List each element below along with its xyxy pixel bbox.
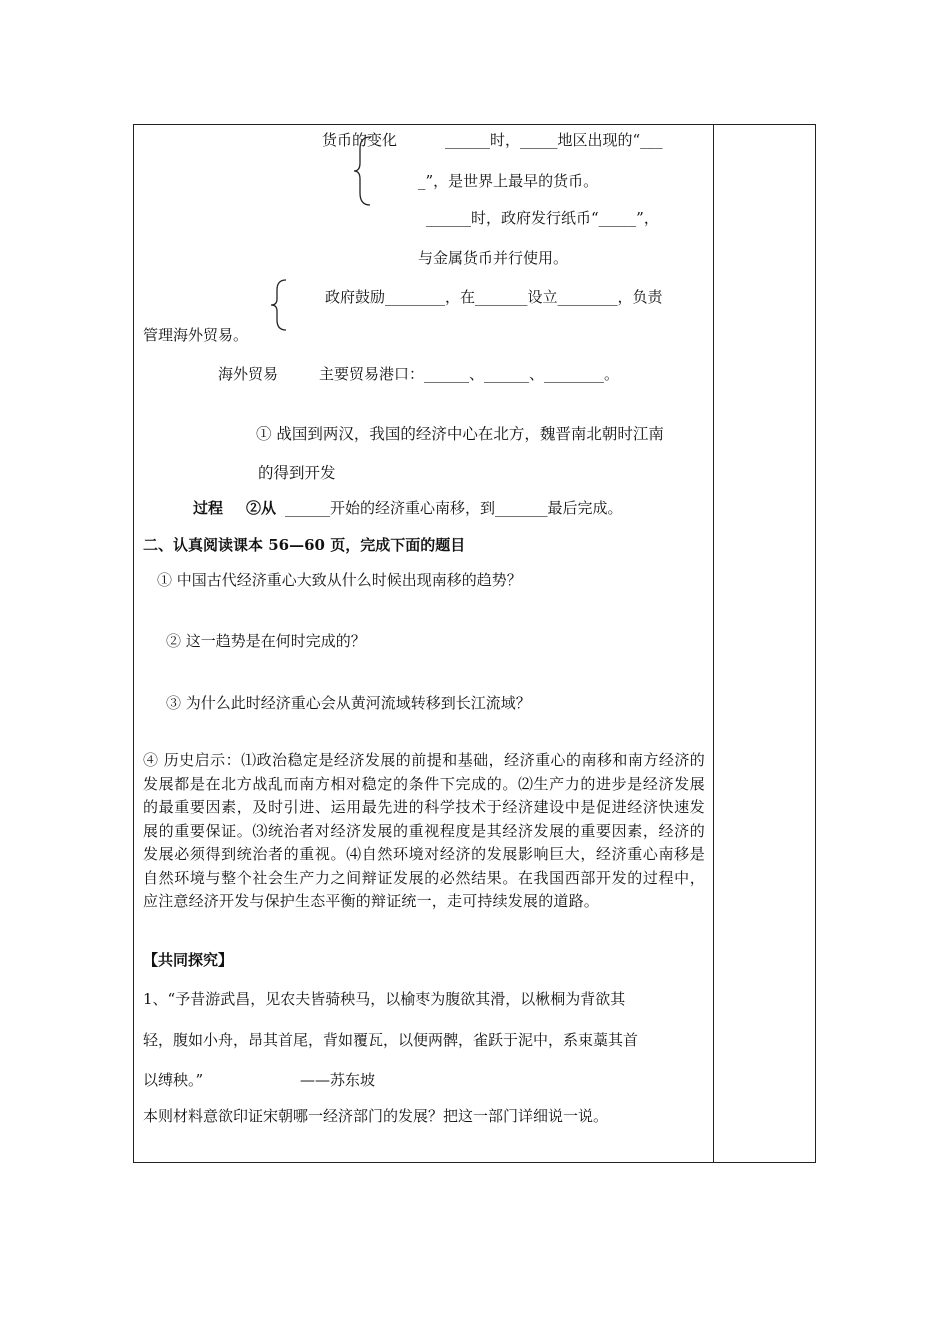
- process-item-1-line-2: 的得到开发: [258, 464, 336, 482]
- process-label: 过程: [193, 499, 224, 517]
- quote-line-3: 以缚秧。”: [143, 1071, 204, 1089]
- quote-line-2: 轻，腹如小舟，昂其首尾，背如覆瓦，以便两髀，雀跃于泥中，系束藁其首: [143, 1031, 639, 1049]
- left-brace-icon: [352, 135, 374, 207]
- trade-line-1: 政府鼓励________，在_______设立________，负责: [325, 288, 663, 306]
- currency-line-1: ______时，_____地区出现的“___: [445, 131, 663, 149]
- left-brace-icon: [268, 278, 290, 332]
- process-item-1-line-1: ① 战国到两汉，我国的经济中心在北方，魏晋南北朝时江南: [256, 425, 664, 443]
- currency-line-3: ______时，政府发行纸币“_____”，: [426, 209, 659, 227]
- explore-question: 本则材料意欲印证宋朝哪一经济部门的发展？把这一部门详细说一说。: [143, 1107, 609, 1125]
- currency-title: 货币的变化: [322, 131, 398, 149]
- history-lesson-paragraph: ④ 历史启示：⑴政治稳定是经济发展的前提和基础，经济重心的南移和南方经济的发展都是在北方战乱而南方相对稳定的条件下完成的。⑵生产力的进步是经济发展的最重要因素，及时引进、运用最先进的科学技术于经济建设中是促进经济快速发展的重要保证。⑶统治者对经济发展的重视程度是其经济发展的重要因素，经济的发展必须得到统治者的重视。⑷自然环境对经济的发展影响巨大，经济重心南移是自然环境与整个社会生产力之间辩证发展的必然结果。在我国西部开发的过程中，应注意经济开发与保护生态平衡的辩证统一，走可持续发展的道路。: [143, 751, 705, 910]
- column-divider: [713, 124, 714, 1163]
- process-item-2-text: ______开始的经济重心南移，到_______最后完成。: [285, 499, 623, 517]
- trade-label: 海外贸易: [218, 365, 279, 383]
- trade-line-2: 管理海外贸易。: [143, 326, 249, 344]
- explore-heading: 【共同探究】: [143, 951, 234, 969]
- question-1: ① 中国古代经济重心大致从什么时候出现南移的趋势？: [157, 571, 522, 589]
- trade-ports: 主要贸易港口：______、______、________。: [319, 365, 620, 383]
- question-2: ② 这一趋势是在何时完成的？: [166, 632, 366, 650]
- currency-line-4: 与金属货币并行使用。: [418, 249, 569, 267]
- quote-line-1: 1、“予昔游武昌，见农夫皆骑秧马，以榆枣为腹欲其滑，以楸桐为背欲其: [143, 990, 626, 1008]
- currency-line-2: _”，是世界上最早的货币。: [418, 172, 599, 190]
- process-item-2-prefix: ②从: [246, 499, 277, 517]
- section-2-heading: 二、认真阅读课本 56—60 页，完成下面的题目: [143, 536, 466, 554]
- question-3: ③ 为什么此时经济重心会从黄河流域转移到长江流域？: [166, 694, 531, 712]
- quote-author: ——苏东坡: [300, 1071, 376, 1089]
